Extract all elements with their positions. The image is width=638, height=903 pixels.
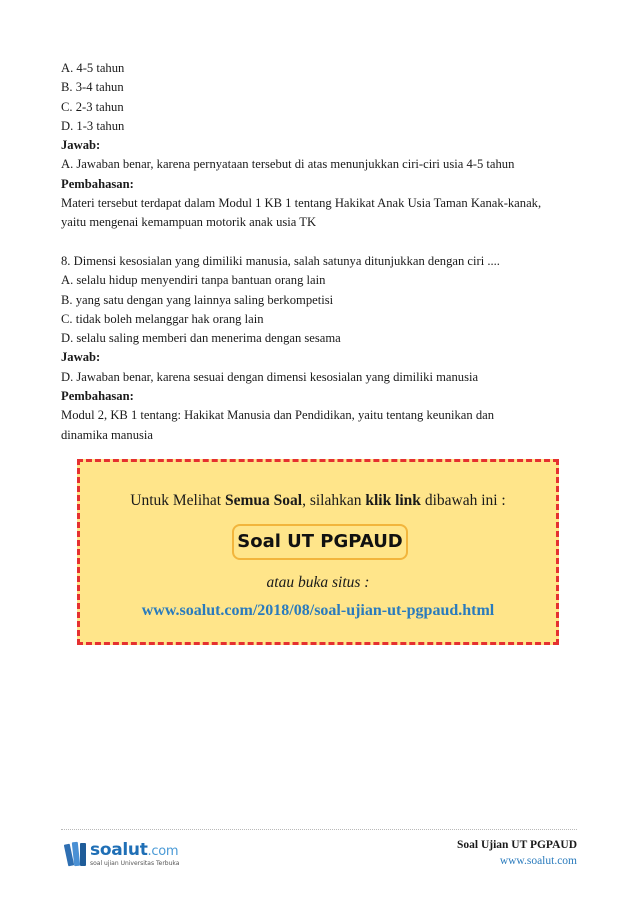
spacer xyxy=(61,233,581,252)
promo-highlight-click-link: klik link xyxy=(365,492,421,509)
q8-answer: D. Jawaban benar, karena sesuai dengan dimensi kesosialan yang dimiliki manusia xyxy=(61,369,479,384)
logo-suffix: .com xyxy=(147,844,179,859)
q7-discussion-line-1: Materi tersebut terdapat dalam Modul 1 KB 1 tentang Hakikat Anak Usia Taman Kanak-kanak, xyxy=(61,196,542,211)
logo-tagline: soal ujian Universitas Terbuka xyxy=(90,860,180,867)
logo-wordmark xyxy=(90,840,178,860)
footer-site-link[interactable]: www.soalut.com xyxy=(499,855,577,867)
q8-option-b: B. yang satu dengan yang lainnya saling berkompetisi xyxy=(61,292,334,307)
footer-divider xyxy=(61,829,577,830)
promo-or-text: atau buka situs : xyxy=(266,574,370,591)
promo-instruction xyxy=(80,492,556,510)
q8-answer-label: Jawab: xyxy=(61,350,101,365)
promo-url-link[interactable]: www.soalut.com/2018/08/soal-ujian-ut-pgpaud.html xyxy=(141,602,495,619)
soalut-logo xyxy=(64,836,184,872)
q7-option-c: C. 2-3 tahun xyxy=(61,99,124,114)
q7-answer-label: Jawab: xyxy=(61,138,101,153)
q8-question: 8. Dimensi kesosialan yang dimiliki manusia, salah satunya ditunjukkan dengan ciri .... xyxy=(61,253,500,268)
q8-option-c: C. tidak boleh melanggar hak orang lain xyxy=(61,311,264,326)
q8-option-d: D. selalu saling memberi dan menerima dengan sesama xyxy=(61,331,341,346)
q7-answer: A. Jawaban benar, karena pernyataan tersebut di atas menunjukkan ciri-ciri usia 4-5 tahun xyxy=(61,157,515,172)
promo-highlight-all-questions: Semua Soal xyxy=(224,492,303,509)
q8-discussion-line-1: Modul 2, KB 1 tentang: Hakikat Manusia dan Pendidikan, yaitu tentang keunikan dan xyxy=(61,408,495,423)
promo-text-3: , silahkan xyxy=(302,492,366,509)
q7-option-a: A. 4-5 tahun xyxy=(61,61,125,75)
promo-box xyxy=(77,459,559,645)
q8-discussion-line-2: dinamika manusia xyxy=(61,427,153,442)
soal-ut-pgpaud-button[interactable]: Soal UT PGPAUD xyxy=(232,524,408,560)
q7-option-b: B. 3-4 tahun xyxy=(61,80,124,95)
promo-text-5: dibawah ini : xyxy=(420,492,506,509)
q8-discussion-label: Pembahasan: xyxy=(61,389,134,404)
q7-discussion-label: Pembahasan: xyxy=(61,176,134,191)
q7-discussion-line-2: yaitu mengenai kemampuan motorik anak usia TK xyxy=(61,215,317,230)
footer-title: Soal Ujian UT PGPAUD xyxy=(456,839,577,851)
promo-text-1: Untuk Melihat xyxy=(130,492,225,509)
logo-text: soalut xyxy=(90,840,148,860)
q7-option-d: D. 1-3 tahun xyxy=(61,118,125,133)
page-content xyxy=(61,59,581,445)
q8-option-a: A. selalu hidup menyendiri tanpa bantuan orang lain xyxy=(61,273,326,288)
books-icon xyxy=(64,838,88,870)
